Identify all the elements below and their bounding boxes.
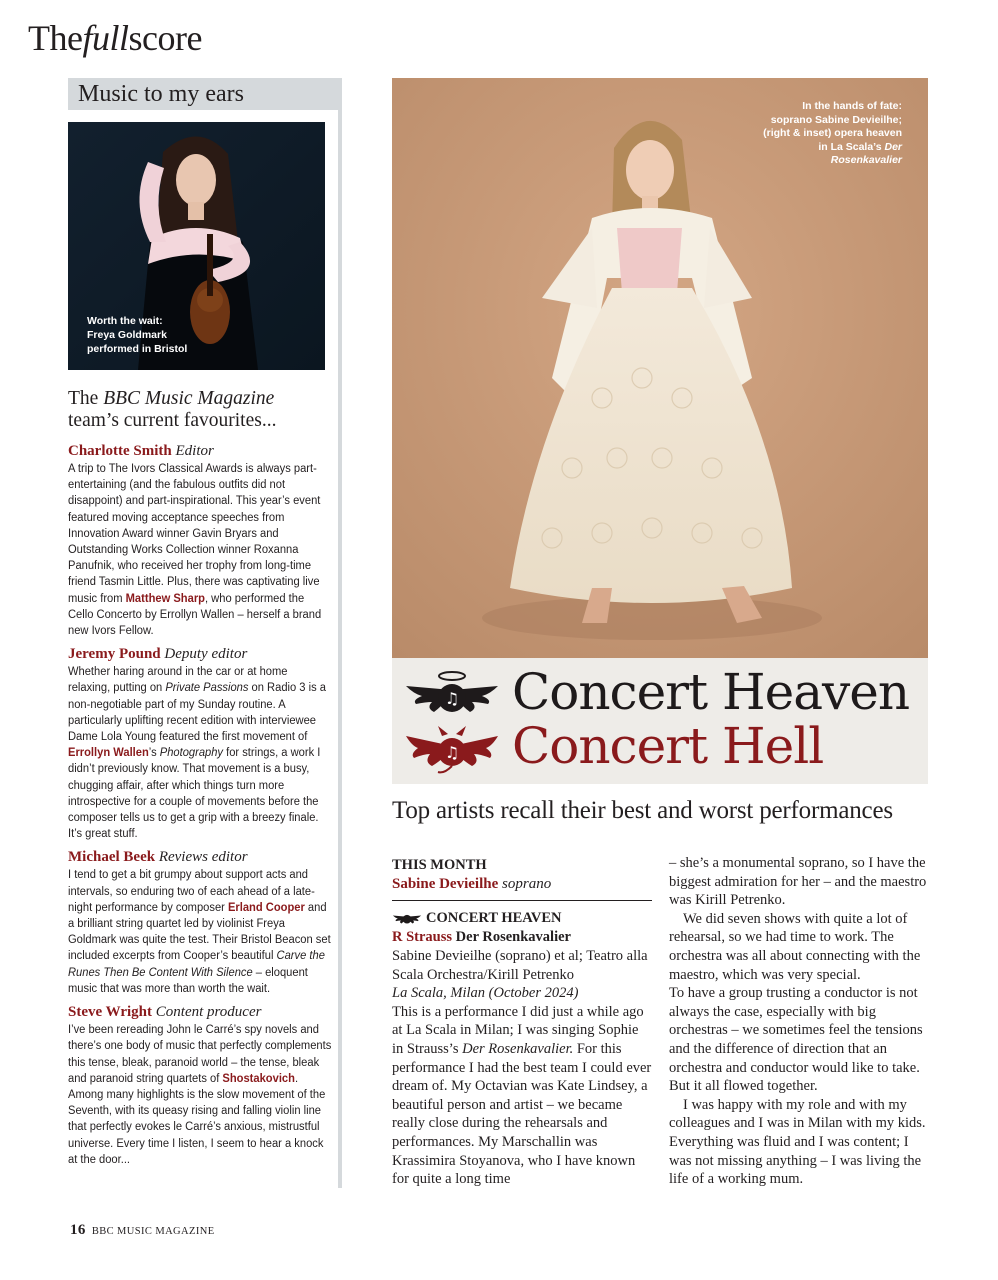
- sidebar-heading: Music to my ears: [68, 78, 338, 110]
- this-month-label: THIS MONTH: [392, 857, 487, 873]
- article-column-1: [392, 856, 652, 1189]
- artist-name: Sabine Devieilhe soprano: [392, 876, 552, 892]
- staff-text: A trip to The Ivors Classical Awards is always part-entertaining (and the fabulous outfits did not disappoint) and part-inspirational. This year’s event featured moving acceptance speeches from Innovation Award winner Gavin Bryars and Outstanding Works Collection winner Roxanna Panufnik, who received her trophy from long-time friend Tasmin Little. Plus, there was captivating live music from Matthew Sharp, who performed the Cello Concerto by Errollyn Wallen – herself a brand new Ivors Fellow.: [68, 463, 322, 638]
- svg-text:♫: ♫: [444, 689, 460, 708]
- body-paragraph: – she’s a monumental soprano, so I have the biggest admiration for her – and the maestro was Kirill Petrenko.: [669, 855, 927, 909]
- body-paragraph: I was happy with my role and with my colleagues and I was in Milan with my kids. Everything was fluid and I was content; I was not missing anything – I was living the life of a working mum.: [669, 1096, 926, 1188]
- staff-name: Charlotte Smith Editor: [68, 443, 214, 459]
- strapline: Top artists recall their best and worst performances: [392, 797, 893, 824]
- svg-text:♫: ♫: [444, 743, 460, 762]
- staff-text: Whether haring around in the car or at home relaxing, putting on Private Passions on Radio 3 is a non-negotiable part of my Sunday routine. A particularly uplifting recent edition with interviewee Dame Lola Young featured the first movement of Errollyn Wallen’s Photography for strings, a work I didn’t previously know. That movement is a busy, chugging affair, after which things turn more introspective for a couple of movements before the composer tells us to get a grip with a breezy finale. It’s great stuff.: [68, 666, 326, 841]
- concert-banner: [392, 658, 928, 784]
- staff-name: Steve Wright Content producer: [68, 1004, 262, 1021]
- photo-caption: Worth the wait: Freya Goldmark performed in Bristol: [87, 315, 188, 355]
- body-paragraph: To have a group trusting a conductor is not always the case, especially with big orchestras – we sometimes feel the tensions and the difference of direction that an orchestra and conductor would like to take. But it all flowed together.: [669, 985, 923, 1095]
- staff-entry: [68, 847, 334, 997]
- staff-name: Jeremy Pound Deputy editor: [68, 646, 248, 663]
- masthead-logo: Thefullscore: [28, 18, 202, 58]
- sidebar-panel: [68, 78, 342, 1188]
- staff-entry: [68, 1002, 334, 1168]
- body-paragraph: This is a performance I did just a while ago at La Scala in Milan; I was singing Sophie in Strauss’s Der Rosenkavalier. For this performance I had the best team I could ever dream of. My Octavian was Kate Lindsey, a beautiful person and artist – we became really close during the rehearsals and performances. My Marschallin was Krassimira Stoyanova, who I have known for quite a long time: [392, 1003, 652, 1188]
- staff-text: I’ve been rereading John le Carré’s spy novels and there’s one body of music that perfectly complements this tense, bleak, paranoid world – the tense, bleak and paranoid string quartets of Shostakovich. Among many highlights is the slow movement of the Seventh, with its queasy rising and falling violin line that perfectly evokes le Carré’s anxious, mistrustful universe. Every time I listen, I seem to hear a knock at the door...: [68, 1024, 332, 1166]
- team-intro: The BBC Music Magazine team’s current favourites...: [68, 388, 277, 431]
- winged-angel-icon: [392, 910, 422, 926]
- violinist-photo: [68, 122, 325, 370]
- winged-devil-icon: [404, 724, 500, 776]
- banner-hell: Concert Hell: [512, 717, 824, 775]
- staff-entry: [68, 441, 334, 639]
- staff-entry: [68, 644, 334, 842]
- hero-caption: In the hands of fate: soprano Sabine Devieilhe; (right & inset) opera heaven in La Scala’s Der Rosenkavalier: [763, 100, 902, 166]
- performance-credits: Sabine Devieilhe (soprano) et al; Teatro alla Scala Orchestra/Kirill Petrenko: [392, 948, 648, 983]
- section-heading: CONCERT HEAVEN: [392, 908, 652, 928]
- performance-venue: La Scala, Milan (October 2024): [392, 985, 579, 1002]
- page-footer: 16 BBC MUSIC MAGAZINE: [70, 1222, 215, 1238]
- soprano-photo: [392, 78, 928, 658]
- body-paragraph: We did seven shows with quite a lot of rehearsal, so we had time to work. The orchestra was all about connecting with the maestro, which was very special.: [669, 910, 921, 983]
- banner-heaven: Concert Heaven: [512, 663, 910, 721]
- staff-text: I tend to get a bit grumpy about support acts and intervals, so enduring two of each ahead of a late-night performance by composer Erland Cooper and a brilliant string quartet led by violinist Freya Goldmark was quite the test. Their Bristol Beacon set included excerpts from Cooper’s beautiful Carve the Runes Then Be Content With Silence – eloquent music that was more than worth the wait.: [68, 869, 331, 995]
- divider: [392, 900, 652, 901]
- work-title: R Strauss Der Rosenkavalier: [392, 929, 571, 945]
- staff-name: Michael Beek Reviews editor: [68, 849, 248, 866]
- winged-angel-icon: [404, 668, 500, 720]
- article-column-2: [669, 854, 931, 1189]
